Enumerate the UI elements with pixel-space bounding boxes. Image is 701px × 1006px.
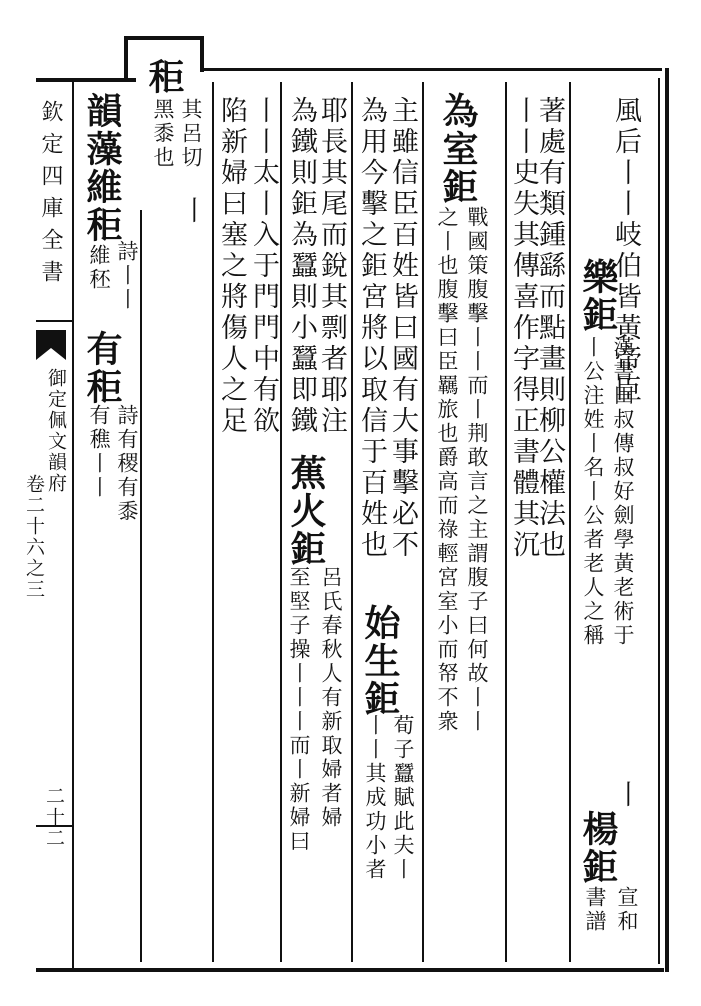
margin-divider xyxy=(36,320,72,322)
headword-note: 其呂切 xyxy=(179,98,203,170)
fishtail-mark-icon xyxy=(36,330,66,360)
entry-headword: 蕉火鉅 xyxy=(285,454,327,568)
text-column: 風后丨丨岐伯皆黃帝臣 xyxy=(610,96,641,406)
entry-headword: 楊鉅 xyxy=(577,810,619,886)
entry-headword: 有秬 xyxy=(81,330,123,406)
header-box-left xyxy=(124,36,128,82)
margin-volume: 卷二十六之三 xyxy=(23,474,45,600)
text-column: 陷新婦曰塞之將傷人之足 xyxy=(216,96,247,437)
column-tail: 丨 xyxy=(176,196,207,227)
entry-note: 詩丨丨 xyxy=(115,240,139,312)
frame-top-rule xyxy=(36,78,136,82)
entry-note: 維秠 xyxy=(87,244,111,292)
text-column: 著處有類鍾繇而點畫則柳公權法也 xyxy=(534,96,565,561)
entry-note: 詩有稷有黍 xyxy=(115,404,139,524)
entry-note: 荀子蠶賦此夫丨 xyxy=(391,714,415,882)
entry-note: 丨公注姓丨名丨公者老人之稱 xyxy=(581,336,605,648)
text-column: 耶長其尾而銳其剽者耶注 xyxy=(316,96,347,437)
text-column: 主雖信臣百姓皆曰國有大事擊必不 xyxy=(387,96,418,561)
text-column: 丨丨太丨入于門門中有欲 xyxy=(248,96,279,437)
margin-book: 御定佩文韻府 xyxy=(45,368,67,494)
column-separator xyxy=(569,82,571,962)
page-number: 二十二 xyxy=(43,786,65,849)
text-column: 丨丨史失其傳喜作字得正書體其沉 xyxy=(508,96,539,561)
entry-note: 呂氏春秋人有新取婦者婦 xyxy=(319,566,343,830)
entry-note: 至堅子操丨丨丨而丨新婦曰 xyxy=(287,566,311,854)
header-box-right xyxy=(200,36,204,72)
column-separator xyxy=(140,210,142,962)
column-tail: 丨 xyxy=(610,780,641,811)
column-separator xyxy=(505,82,507,962)
entry-note: 有穛丨丨 xyxy=(87,404,111,500)
column-separator xyxy=(422,82,424,962)
margin-title: 欽定四庫全書 xyxy=(38,100,63,292)
frame-right-rule-outer xyxy=(665,68,669,972)
frame-right-rule-inner xyxy=(658,78,660,964)
entry-note: 戰國策腹擊丨丨而丨荆敢言之主謂腹子曰何故丨丨 xyxy=(465,206,489,734)
entry-note: 之丨也腹擊曰臣羈旅也爵高而祿輕宮室小而帑不衆 xyxy=(435,206,459,734)
frame-top-rule-main xyxy=(200,68,662,71)
column-separator xyxy=(351,82,353,962)
column-separator xyxy=(212,82,214,962)
entry-note: 丨丨其成功小者 xyxy=(363,714,387,882)
headword-note: 黑黍也 xyxy=(151,98,175,170)
frame-bottom-rule xyxy=(36,968,664,972)
headword: 秬 xyxy=(143,58,185,96)
entry-headword: 始生鉅 xyxy=(359,604,401,718)
text-column: 為用今擊之鉅宮將以取信于百姓也 xyxy=(356,96,387,561)
text-column: 為鐵則鉅為蠶則小蠶即鐵 xyxy=(286,96,317,437)
header-box-top xyxy=(124,36,204,40)
entry-note: 書譜 xyxy=(583,886,607,934)
entry-note: 漢書田叔傳叔好劍學黃老術于 xyxy=(611,336,635,648)
entry-headword: 韻藻維秬 xyxy=(81,92,123,244)
entry-headword: 為室鉅 xyxy=(437,92,479,206)
entry-headword: 樂鉅 xyxy=(577,258,619,334)
entry-note: 宣和 xyxy=(615,886,639,934)
frame-left-rule xyxy=(72,78,74,970)
column-separator xyxy=(280,82,282,962)
